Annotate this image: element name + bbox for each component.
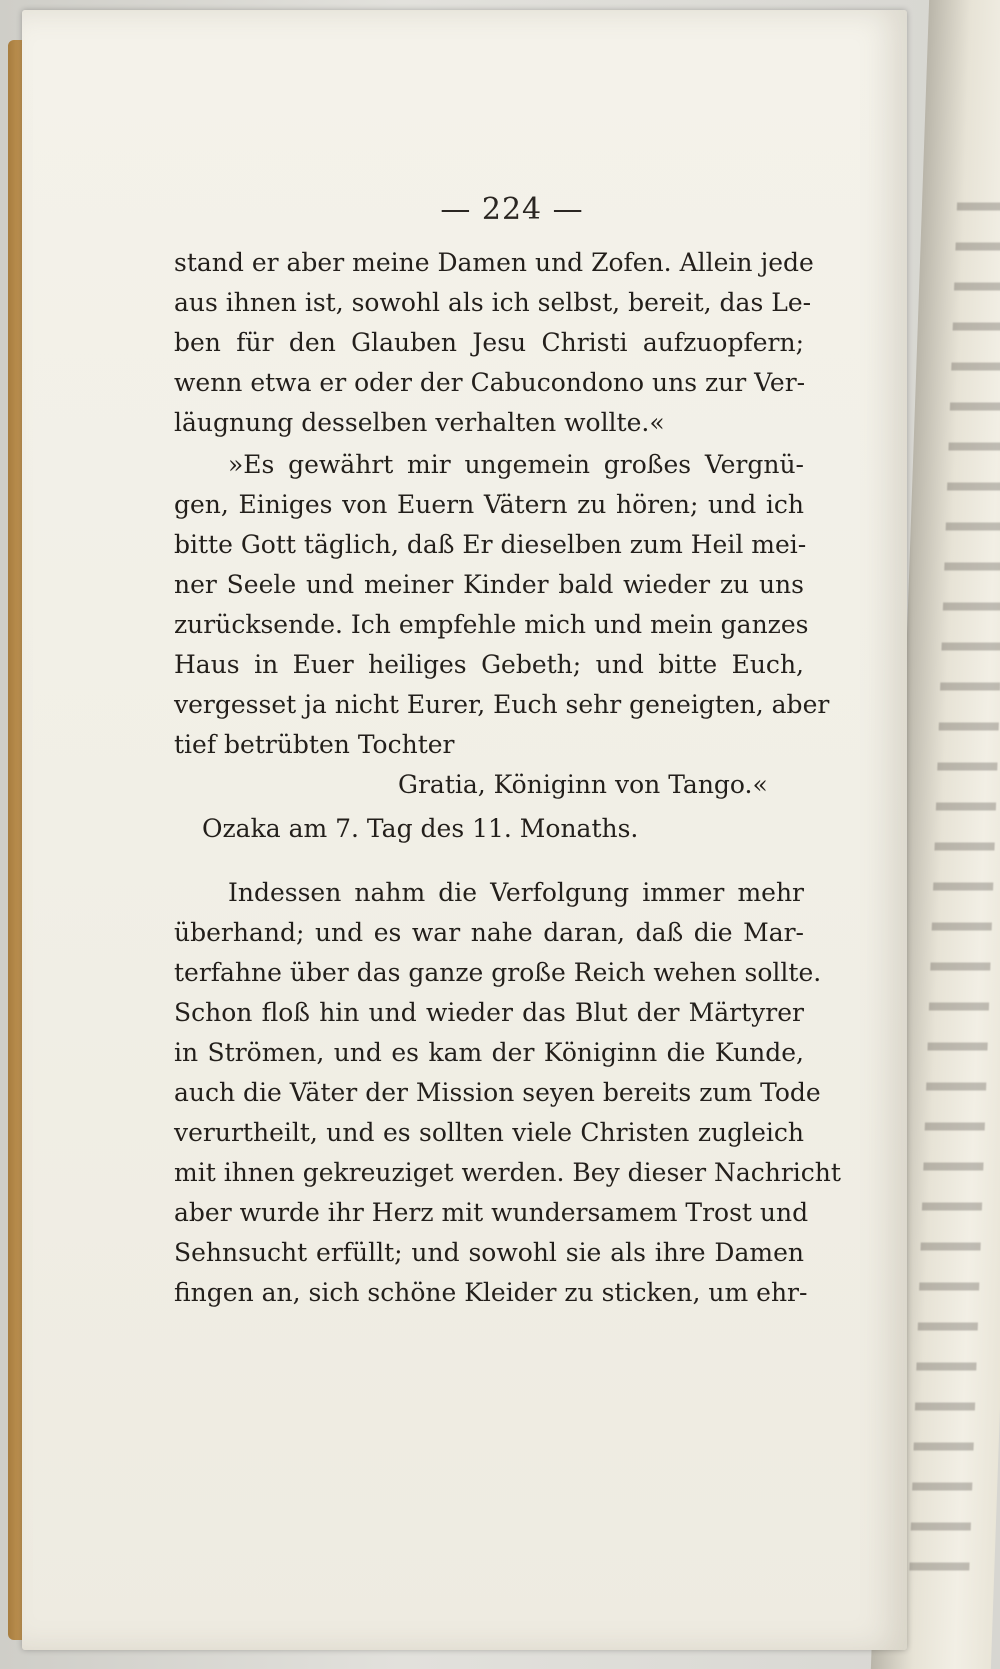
text-line: mit ihnen gekreuziget werden. Bey dieser Nachricht <box>174 1158 841 1187</box>
text-line: auch die Väter der Mission seyen bereits zum Tode <box>174 1078 821 1107</box>
text-line: aus ihnen ist, sowohl als ich selbst, bereit, das Le- <box>174 288 812 317</box>
text-line: bitte Gott täglich, daß Er dieselben zum Heil mei- <box>174 530 807 559</box>
text-line: »Es gewährt mir ungemein großes Vergnü- <box>228 450 804 479</box>
letter-dateline: Ozaka am 7. Tag des 11. Monaths. <box>202 814 639 843</box>
text-line: terfahne über das ganze große Reich wehen sollte. <box>174 958 822 987</box>
page-number: — 224 — <box>440 192 584 227</box>
text-line: stand er aber meine Damen und Zofen. Allein jede <box>174 248 814 277</box>
text-line: vergesset ja nicht Eurer, Euch sehr geneigten, aber <box>174 690 830 719</box>
text-line: aber wurde ihr Herz mit wundersamem Trost und <box>174 1198 809 1227</box>
text-line: zurücksende. Ich empfehle mich und mein ganzes <box>174 610 809 639</box>
text-line: verurtheilt, und es sollten viele Christen zugleich <box>174 1118 804 1147</box>
text-line: Sehnsucht erfüllt; und sowohl sie als ihre Damen <box>174 1238 804 1267</box>
text-line: gen, Einiges von Euern Vätern zu hören; und ich <box>174 490 804 519</box>
text-line: überhand; und es war nahe daran, daß die Mar- <box>174 918 804 947</box>
text-line: in Strömen, und es kam der Königinn die Kunde, <box>174 1038 804 1067</box>
text-line: Schon floß hin und wieder das Blut der Märtyrer <box>174 998 804 1027</box>
text-line: Indessen nahm die Verfolgung immer mehr <box>228 878 804 907</box>
letter-signature: Gratia, Königinn von Tango.« <box>398 770 768 799</box>
text-line: fingen an, sich schöne Kleider zu sticken, um ehr- <box>174 1278 808 1307</box>
text-line: ner Seele und meiner Kinder bald wieder zu uns <box>174 570 804 599</box>
text-line: läugnung desselben verhalten wollte.« <box>174 408 665 437</box>
text-line: tief betrübten Tochter <box>174 730 455 759</box>
text-line: ben für den Glauben Jesu Christi aufzuopfern; <box>174 328 804 357</box>
facing-page-text-bleed <box>908 180 1000 1600</box>
text-line: Haus in Euer heiliges Gebeth; und bitte Euch, <box>174 650 804 679</box>
text-line: wenn etwa er oder der Cabucondono uns zur Ver- <box>174 368 806 397</box>
